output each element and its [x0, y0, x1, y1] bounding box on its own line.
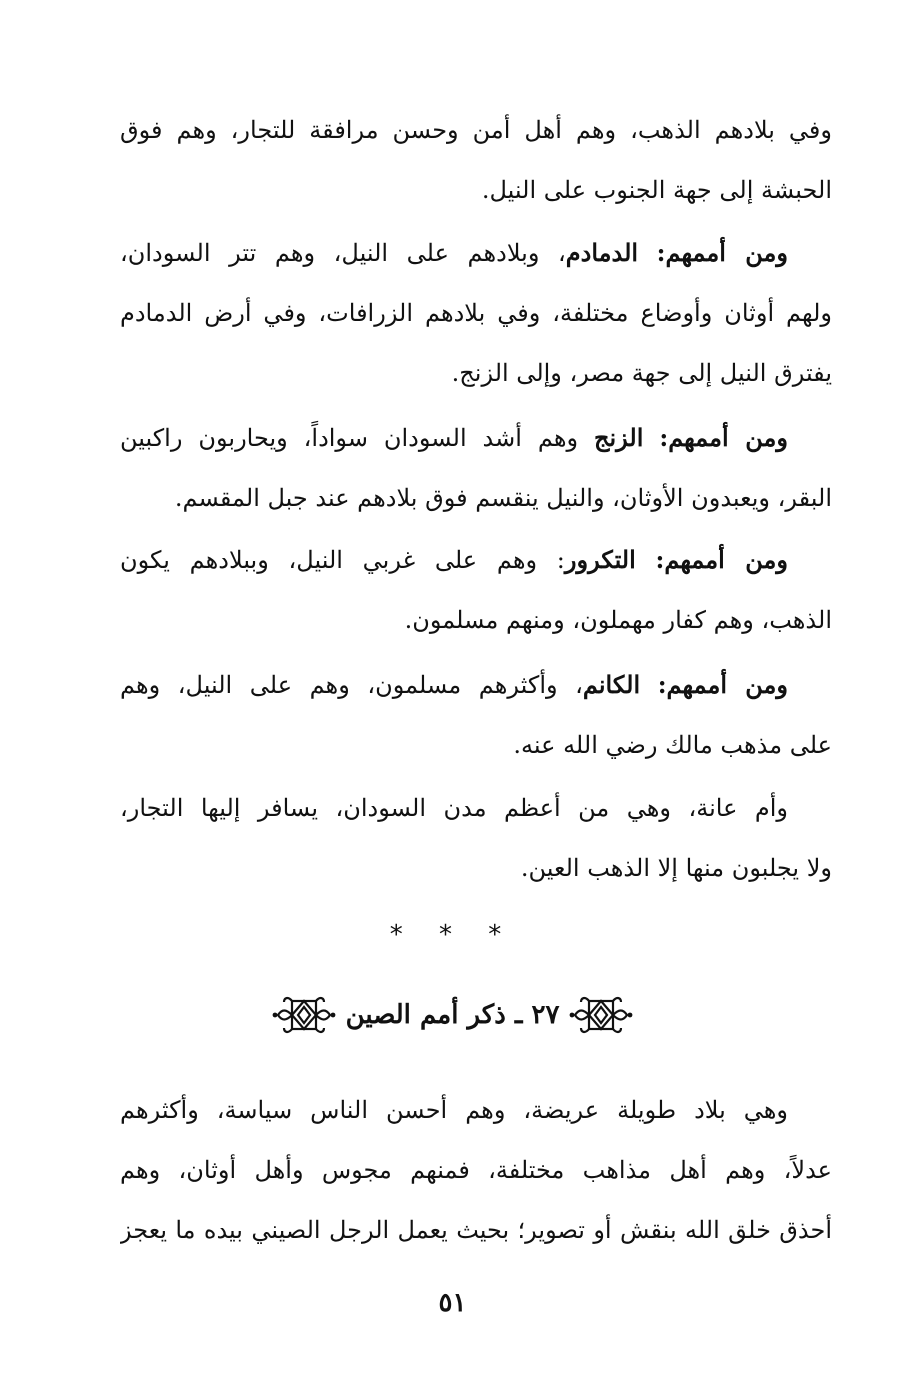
line-continuation: ، وأكثرهم مسلمون، وهم على النيل، وهم [120, 671, 583, 699]
paragraph-ana [120, 778, 832, 898]
line-continuation: وهم أشد السودان سواداً، ويحاربون راكبين [120, 424, 594, 452]
text-line [120, 408, 832, 468]
text-line: وأم عانة، وهي من أعظم مدن السودان، يسافر إليها التجار، [120, 794, 788, 822]
text-line: أحذق خلق الله بنقش أو تصوير؛ بحيث يعمل الرجل الصيني بيده ما يعجز [120, 1216, 832, 1244]
paragraph-gold-lands [120, 100, 832, 220]
arabesque-ornament-icon [569, 992, 633, 1038]
text-line [120, 530, 832, 590]
lead-phrase: ومن أممهم: [656, 238, 788, 267]
paragraph-takrur [120, 530, 832, 650]
text-line: الذهب، وهم كفار مهملون، ومنهم مسلمون. [404, 606, 832, 634]
text-line [120, 655, 832, 715]
text-line: الحبشة إلى جهة الجنوب على النيل. [481, 176, 832, 204]
lead-phrase: ومن أممهم: [659, 423, 789, 452]
paragraph-zanj [120, 408, 832, 528]
paragraph-damadim [120, 223, 832, 403]
arabesque-ornament-icon [272, 992, 336, 1038]
line-continuation: : وهم على غربي النيل، وببلادهم يكون [120, 546, 565, 574]
page-number: ٥١ [438, 1288, 467, 1318]
section-heading [0, 985, 905, 1045]
nation-name: الكانم [582, 670, 641, 699]
lead-phrase: ومن أممهم: [655, 545, 788, 574]
text-line: البقر، ويعبدون الأوثان، والنيل ينقسم فوق بلادهم عند جبل المقسم. [174, 484, 832, 512]
text-line: وفي بلادهم الذهب، وهم أهل أمن وحسن مرافقة للتجار، وهم فوق [120, 116, 832, 144]
text-line: ولهم أوثان وأوضاع مختلفة، وفي بلادهم الزرافات، وفي أرض الدمادم [120, 299, 832, 327]
text-line: على مذهب مالك رضي الله عنه. [513, 731, 832, 759]
text-line [120, 223, 832, 283]
text-line: عدلاً، وهم أهل مذاهب مختلفة، فمنهم مجوس وأهل أوثان، وهم [120, 1156, 832, 1184]
nation-name: الدمادم [565, 238, 639, 267]
section-separator: * * * [389, 920, 516, 950]
line-continuation: ، وبلادهم على النيل، وهم تتر السودان، [120, 239, 566, 267]
text-line: يفترق النيل إلى جهة مصر، وإلى الزنج. [451, 359, 832, 387]
text-line: وهي بلاد طويلة عريضة، وهم أحسن الناس سياسة، وأكثرهم [120, 1096, 788, 1124]
nation-name: التكرور [564, 545, 636, 574]
paragraph-china [120, 1080, 832, 1260]
nation-name: الزنج [594, 423, 644, 452]
section-heading-title: ٢٧ ـ ذكر أمم الصين [345, 1000, 560, 1030]
text-line: ولا يجلبون منها إلا الذهب العين. [520, 854, 832, 882]
lead-phrase: ومن أممهم: [657, 670, 788, 699]
paragraph-kanem [120, 655, 832, 775]
